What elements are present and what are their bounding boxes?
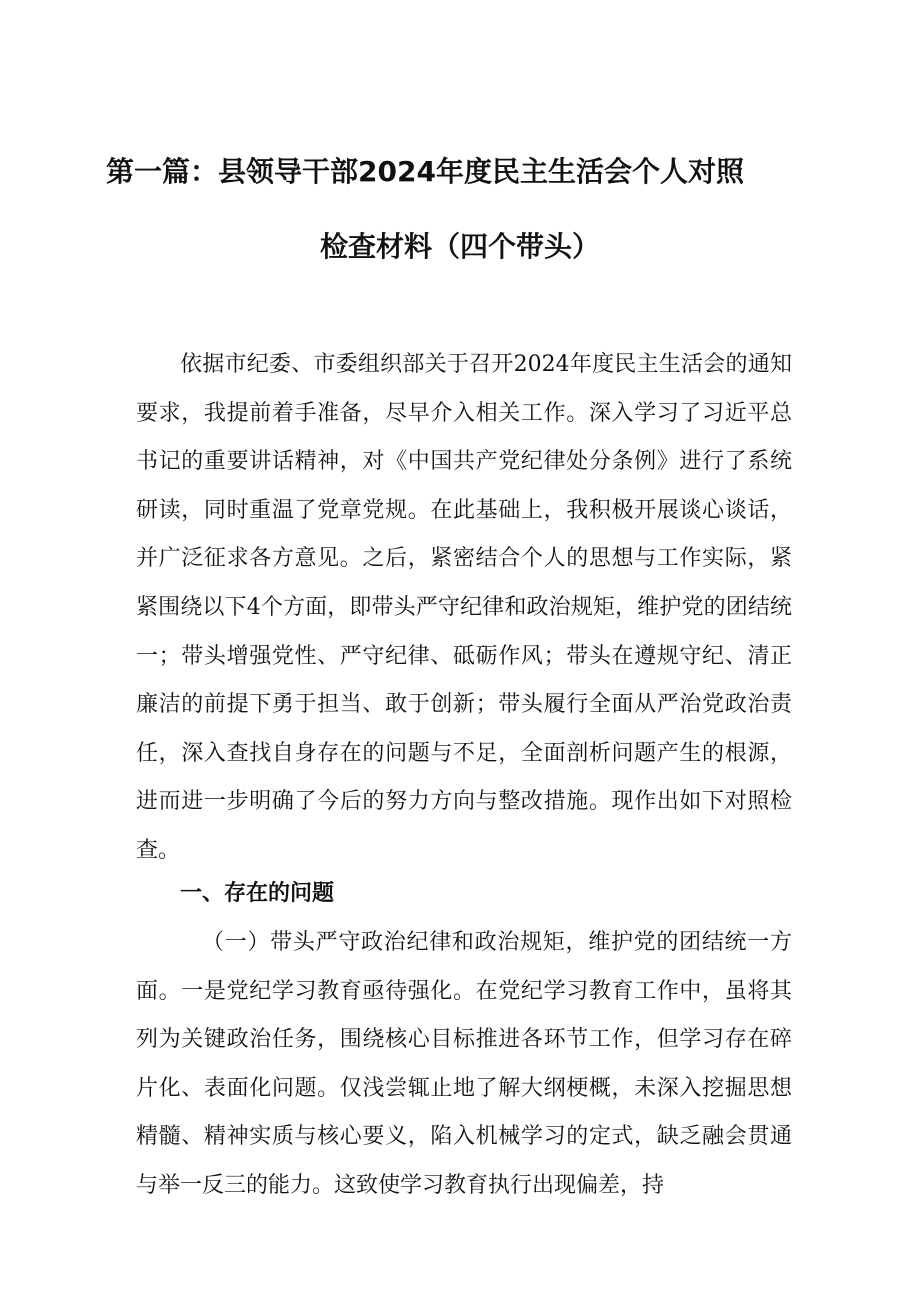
section-heading: 一、存在的问题 bbox=[180, 881, 335, 906]
intro-paragraph: 依据市纪委、市委组织部关于召开2024年度民主生活会的通知要求，我提前着手准备，尽早介入相关工作。深入学习了习近平总书记的重要讲话精神，对《中国共产党纪律处分条例》进行了系统研读，同时重温了党章党规。在此基础上，我积极开展谈心谈话，并广泛征求各方意见。之后，紧密结合个人的思想与工作实际，紧紧围绕以下4个方面，即带头严守纪律和政治规矩，维护党的团结统一；带头增强党性、严守纪律、砥砺作风；带头在遵规守纪、清正廉洁的前提下勇于担当、敢于创新；带头履行全面从严治党政治责任，深入查找自身存在的问题与不足，全面剖析问题产生的根源，进而进一步明确了今后的努力方向与整改措施。现作出如下对照检查。 bbox=[136, 352, 792, 863]
document-title-line-1: 第一篇：县领导干部2024年度民主生活会个人对照 bbox=[106, 155, 744, 188]
section-paragraph: （一）带头严守政治纪律和政治规矩，维护党的团结统一方面。一是党纪学习教育亟待强化。在党纪学习教育工作中，虽将其列为关键政治任务，围绕核心目标推进各环节工作，但学习存在碎片化、表面化问题。仅浅尝辄止地了解大纲梗概，未深入挖掘思想精髓、精神实质与核心要义，陷入机械学习的定式，缺乏融会贯通与举一反三的能力。这致使学习教育执行出现偏差，持 bbox=[136, 930, 792, 1198]
document-title-line-2: 检查材料（四个带头） bbox=[319, 230, 600, 263]
